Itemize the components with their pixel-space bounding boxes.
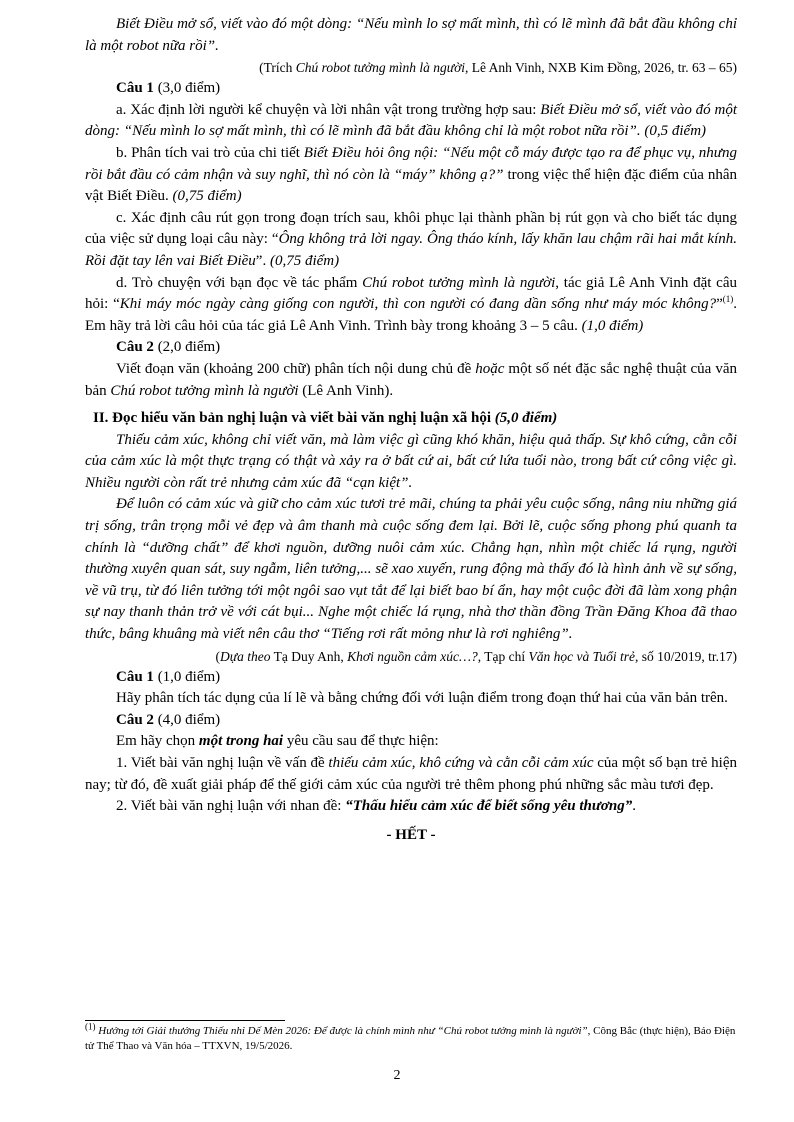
q1a-text: a. Xác định lời người kể chuyện và lời nhân vật trong trường hợp sau: (116, 101, 541, 118)
section-2-question-1-heading (85, 667, 737, 689)
question-points: (2,0 điểm) (153, 339, 221, 356)
cite-open: ( (215, 648, 221, 664)
option-1-post: của một số bạn trẻ hiện nay; từ đó, đề xuất giải pháp để thế giới cảm xúc của người trẻ thêm phong phú những sắc màu tươi đẹp. (85, 755, 737, 793)
question-1b (85, 143, 737, 208)
footnote (85, 1021, 737, 1054)
q2-italic: hoặc (475, 360, 505, 377)
q2-post: (Lê Anh Vinh). (298, 382, 394, 399)
section-points: (5,0 điểm) (494, 410, 558, 427)
essay-citation (85, 646, 737, 667)
question-label: Câu 2 (116, 711, 154, 728)
option-2-title: “Thấu hiểu cảm xúc để biết sống yêu thương” (345, 798, 633, 815)
option-2-text: 2. Viết bài văn nghị luận với nhan đề: (116, 798, 346, 815)
question-1c (85, 208, 737, 273)
question-2-heading (85, 337, 737, 359)
cite-italic-3: Văn học và Tuổi trẻ (528, 648, 635, 664)
footnote-divider (85, 1020, 285, 1021)
q1c-text: c. Xác định câu rút gọn trong đoạn trích sau, khôi phục lại thành phần bị rút gọn và cho biết tác dụng của việc sử dụng loại câu này: “ (85, 209, 737, 248)
question-points: (4,0 điểm) (153, 711, 221, 728)
option-2 (85, 796, 737, 818)
q1c-italic: Ông không trả lời ngay. Ông tháo kính, lấy khăn lau chậm rãi hai mắt kính. Rồi đặt tay lên vai Biết Điều (85, 231, 737, 269)
question-label: Câu 2 (116, 339, 154, 356)
section-title: II. Đọc hiểu văn bản nghị luận và viết bài văn nghị luận xã hội (93, 410, 495, 427)
footnote-italic: Hướng tới Giải thưởng Thiếu nhi Dế Mèn 2026: Để được là chính mình như “Chú robot tưởng mình là người” (95, 1025, 588, 1037)
question-points: (3,0 điểm) (153, 80, 221, 97)
option-1-text: 1. Viết bài văn nghị luận về vấn đề (116, 755, 329, 771)
question-1a (85, 100, 737, 143)
cite-post: , số 10/2019, tr.17) (634, 648, 737, 664)
q2-title: Chú robot tưởng mình là người (110, 382, 299, 399)
q1d-close-quote: ” (716, 296, 723, 313)
footnote-ref[interactable]: (1) (722, 294, 734, 305)
question-1-heading (85, 78, 737, 100)
footnote-post: , Công Bắc (thực hiện), Báo Điện tử Thể Thao và Văn hóa – TTXVN, 19/5/2026. (85, 1025, 736, 1052)
q1d-text: d. Trò chuyện với bạn đọc về tác phẩm (116, 274, 363, 291)
q1b-text: b. Phân tích vai trò của chi tiết (116, 144, 304, 161)
q1a-quote: “Nếu mình lo sợ mất mình, thì có lẽ mình đã bắt đầu không chỉ là một robot nữa rồi”. (0,5 điểm) (123, 123, 707, 140)
page-number: 2 (393, 1068, 401, 1083)
cite-italic-2: Khơi nguồn cảm xúc…? (347, 648, 478, 664)
intro-text: Em hãy chọn (116, 733, 199, 750)
q1b-points: (0,75 điểm) (172, 188, 242, 205)
q2-text: Viết đoạn văn (khoảng 200 chữ) phân tích nội dung chủ đề (116, 360, 476, 377)
citation-work-title: Chú robot tưởng mình là người (295, 60, 466, 76)
page-content (85, 14, 737, 846)
intro-post: yêu cầu sau để thực hiện: (283, 733, 439, 750)
question-label: Câu 1 (116, 80, 154, 97)
q1a-italic: Biết Điều mở sổ, viết vào đó một dòng: (85, 101, 737, 140)
end-marker: - HẾT - (386, 826, 436, 843)
q1d-points: (1,0 điểm) (581, 317, 644, 334)
section-2-question-1-text: Hãy phân tích tác dụng của lí lẽ và bằng chứng đối với luận điểm trong đoạn thứ hai của văn bản trên. (116, 690, 728, 707)
q1d-post: . Em hãy trả lời câu hỏi của tác giả Lê Anh Vinh. Trình bày trong khoảng 3 – 5 câu. (85, 296, 738, 334)
option-1-italic: thiếu cảm xúc, khô cứng và cằn cỗi cảm xúc (328, 755, 594, 771)
q1d-mid: , tác giả Lê Anh Vinh đặt câu hỏi: “ (85, 274, 737, 313)
story-closing-quote: Biết Điều mở sổ, viết vào đó một dòng: “Nếu mình lo sợ mất mình, thì có lẽ mình đã bắt đầu không chỉ là một robot nữa rồi”. (85, 16, 737, 54)
q2-mid: một số nét đặc sắc nghệ thuật của văn bản (85, 360, 737, 399)
question-points: (1,0 điểm) (153, 668, 221, 685)
cite-mid-2: , Tạp chí (477, 648, 529, 664)
intro-emphasis: một trong hai (198, 733, 284, 750)
option-2-post: . (632, 798, 637, 815)
q1d-italic: Khi máy móc ngày càng giống con người, thì con người có đang dần sống như máy móc không? (119, 296, 717, 313)
question-1d (85, 273, 737, 338)
section-2-heading (85, 408, 737, 430)
essay-paragraph-1: Thiếu cảm xúc, không chỉ viết văn, mà làm việc gì cũng khó khăn, hiệu quả thấp. Sự khô cứng, cằn cỗi của cảm xúc là một thực trạng có thật và xảy ra ở bất cứ ai, bất cứ lứa tuổi nào, trong bất cứ công việc gì. Nhiều người còn rất trẻ nhưng cảm xúc đã “cạn kiệt”. (85, 431, 737, 491)
q1c-points: (0,75 điểm) (269, 252, 340, 269)
section-2-question-2-intro (85, 731, 737, 753)
story-citation (85, 57, 737, 78)
cite-italic-1: Dựa theo (220, 648, 271, 664)
citation-prefix: (Trích (259, 60, 296, 76)
q1b-post: trong việc thể hiện đặc điểm của nhân vật Biết Điều. (85, 166, 737, 205)
essay-paragraph-2: Để luôn có cảm xúc và giữ cho cảm xúc tươi trẻ mãi, chúng ta phải yêu cuộc sống, nâng niu những giá trị sống, trân trọng mỗi vẻ đẹp và âm thanh mà cuộc sống đem lại. Bởi lẽ, cuộc sống phong phú quanh ta chính là “dưỡng chất” để khơi nguồn, dưỡng nuôi cảm xúc. Chẳng hạn, nhìn một chiếc lá rụng, người thường xuyên quan sát, suy ngẫm, liên tưởng,... sẽ xao xuyến, rung động mà thấy đó là hình ảnh về sự sống, về vũ trụ, từ đó liên tưởng tới một ngôi sao vụt tắt để lại biết bao bí ẩn, hay một cuộc đời đã làm xong phận sự nay thanh thản trở về với cát bụi... Nghe một chiếc lá rụng, nhà thơ thần đồng Trần Đăng Khoa đã thao thức, bâng khuâng mà viết nên câu thơ “Tiếng rơi rất mỏng như là rơi nghiêng”. (85, 496, 737, 643)
citation-suffix: , Lê Anh Vinh, NXB Kim Đồng, 2026, tr. 63 – 65) (465, 60, 737, 76)
cite-mid-1: Tạ Duy Anh, (270, 648, 348, 664)
footnote-marker: (1) (85, 1021, 96, 1032)
question-label: Câu 1 (116, 668, 154, 685)
q1b-italic: Biết Điều hỏi ông nội: “Nếu một cỗ máy được tạo ra để phục vụ, nhưng rồi bắt đầu có cảm nhận và suy nghĩ, thì nó còn là “máy” không ạ?” (85, 144, 737, 183)
question-2-text (85, 359, 737, 402)
section-2-question-2-heading (85, 710, 737, 732)
q1c-post: ”. (255, 252, 270, 269)
q1d-title: Chú robot tưởng mình là người (362, 274, 556, 291)
option-1 (85, 753, 737, 796)
